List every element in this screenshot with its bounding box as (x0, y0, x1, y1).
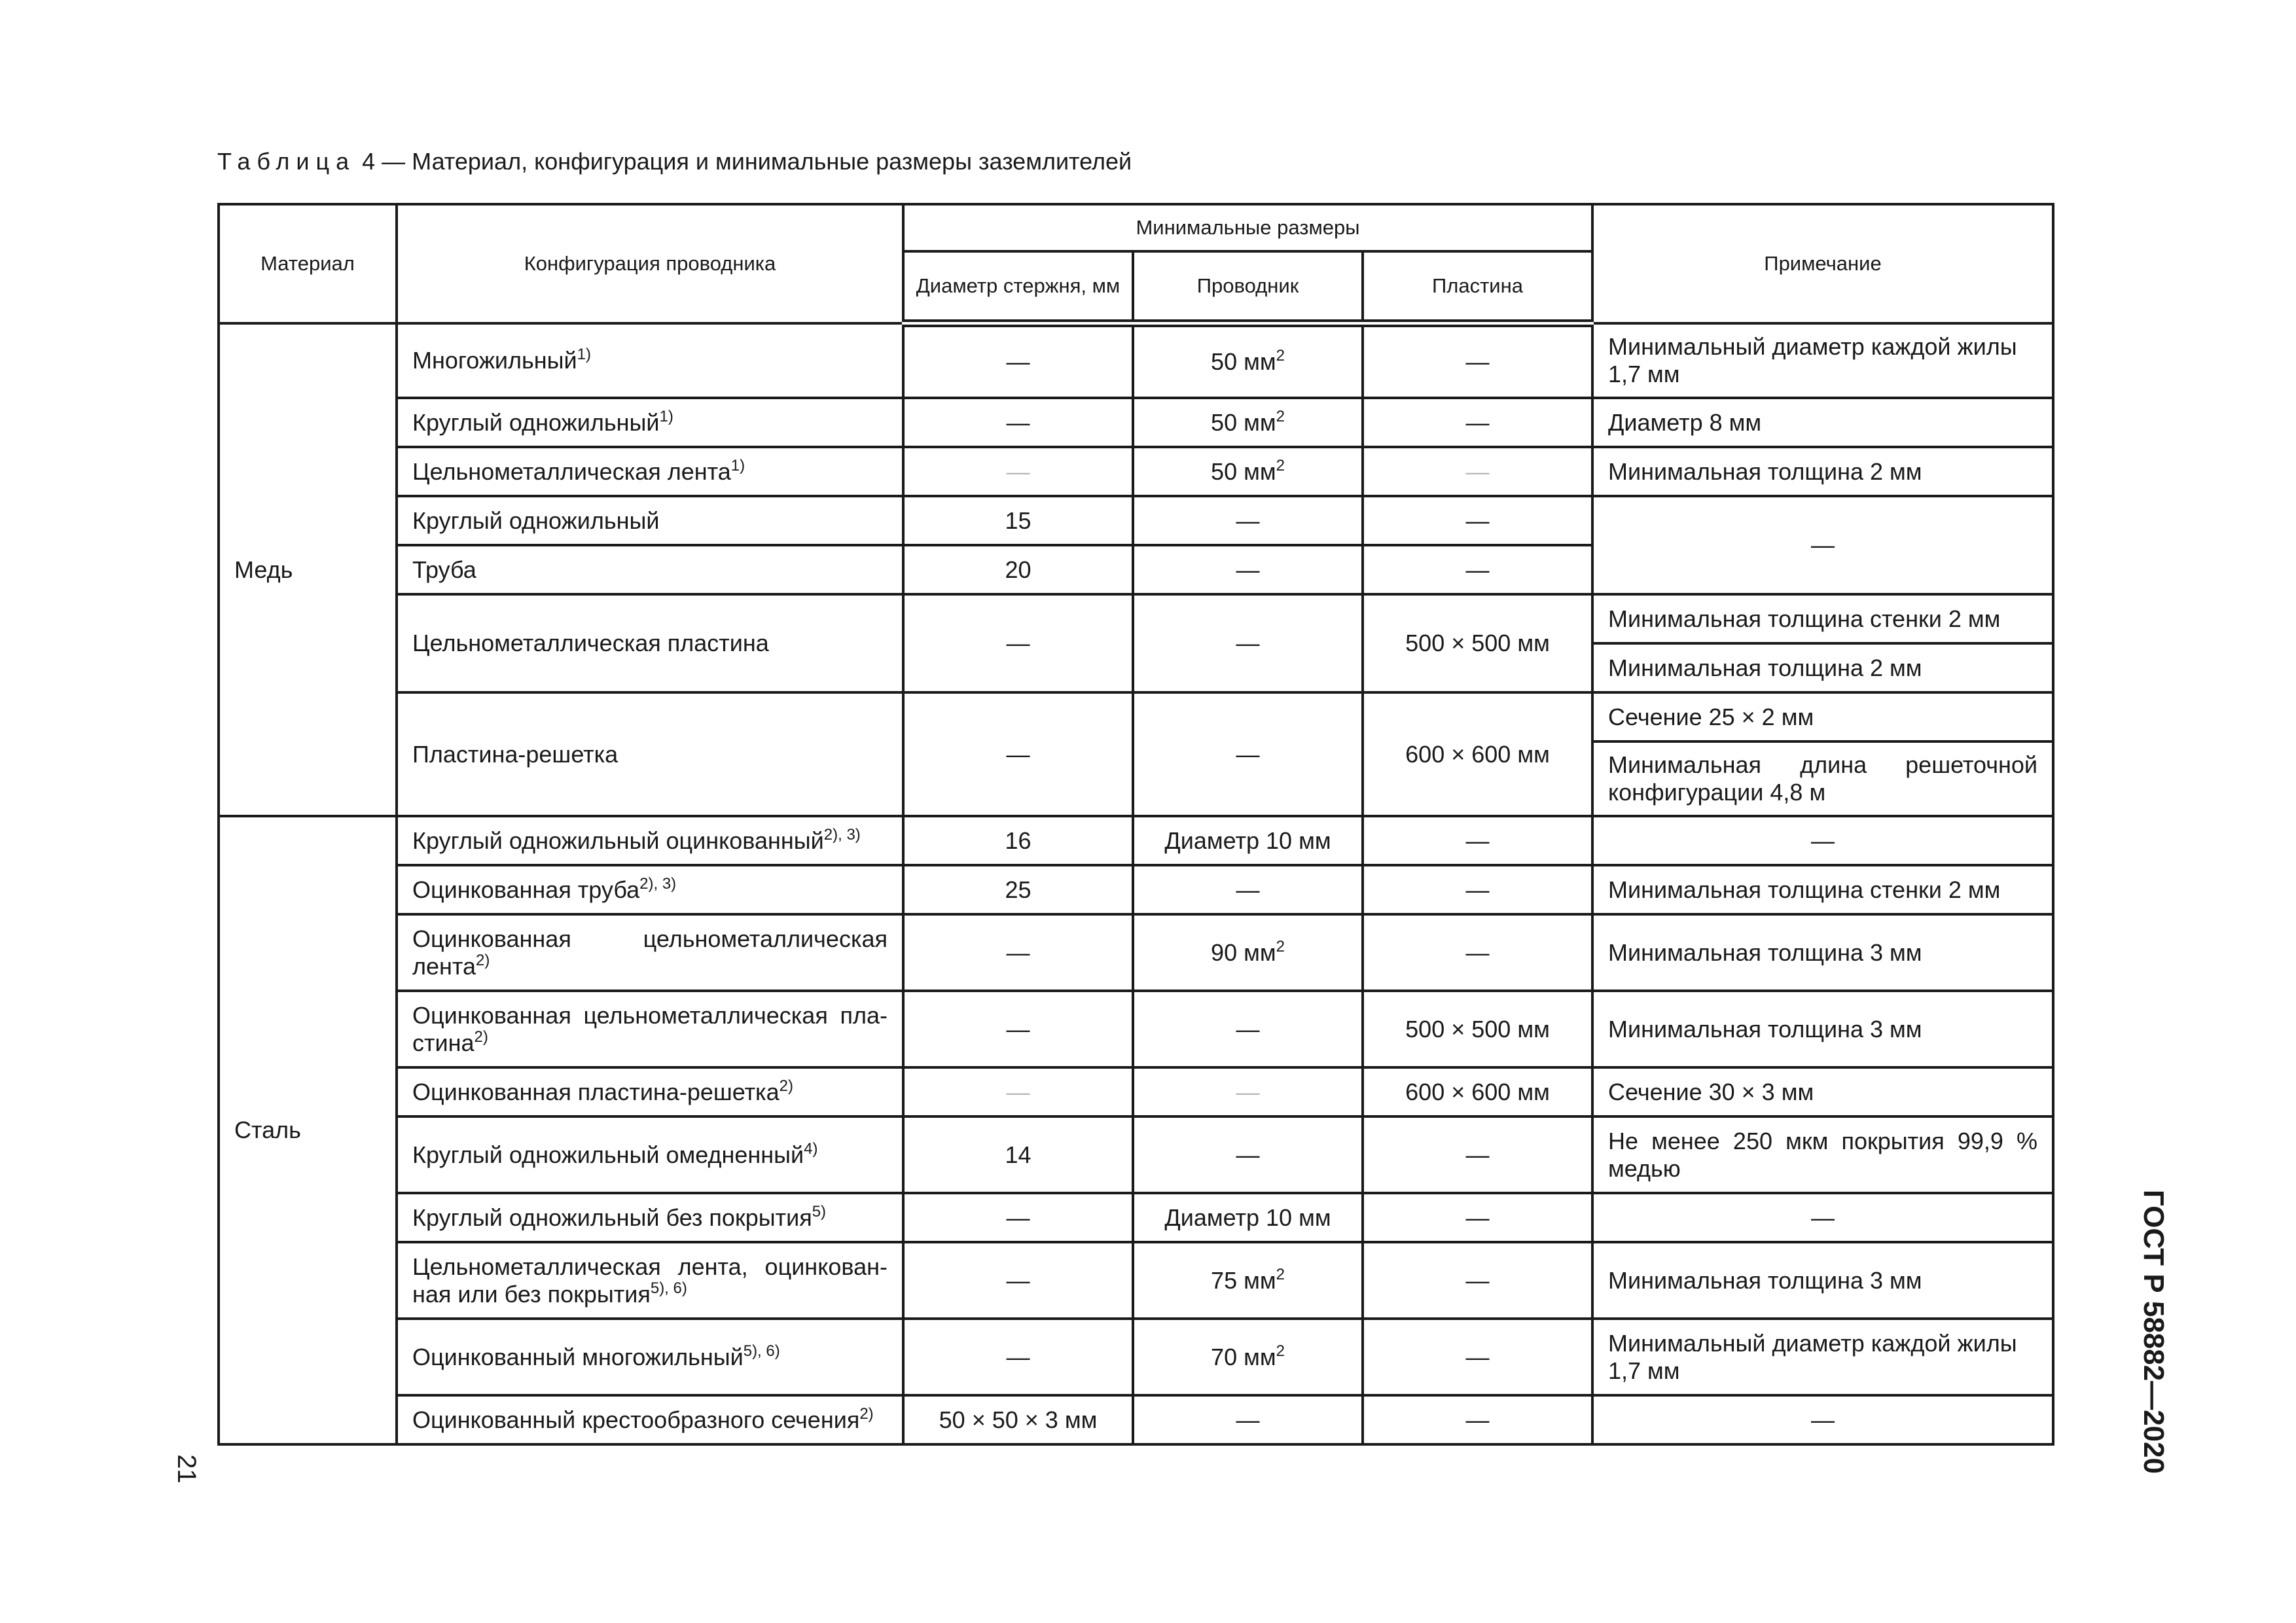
plate-cell: — (1363, 914, 1592, 991)
note-cell: Минимальный диаметр каждой жилы 1,7 мм (1592, 323, 2053, 398)
conductor-cell: 50 $мм^2$ (1133, 398, 1363, 447)
plate-cell: — (1363, 323, 1592, 398)
plate-cell: — (1363, 398, 1592, 447)
config-cell: Круглый одножильный омедненный$^{4)}$ (397, 1116, 903, 1193)
note-cell: Минимальная длина решеточной конфигурации 4,8 м (1592, 741, 2053, 816)
plate-cell: 500 × 500 мм (1363, 594, 1592, 692)
note-cell: Минимальная толщина 2 мм (1592, 643, 2053, 692)
plate-cell: — (1363, 865, 1592, 914)
conductor-cell: — (1133, 1067, 1363, 1116)
rod-cell: — (903, 323, 1133, 398)
rod-cell: — (903, 398, 1133, 447)
conductor-cell: 50 $мм^2$ (1133, 447, 1363, 496)
note-cell: Минимальная толщина 3 мм (1592, 991, 2053, 1067)
caption-prefix: Таблица (217, 148, 356, 175)
conductor-cell: — (1133, 1116, 1363, 1193)
conductor-cell: — (1133, 594, 1363, 692)
config-cell: Цельнометаллическая лента$^{1)}$ (397, 447, 903, 496)
rod-cell: 16 (903, 816, 1133, 865)
rod-cell: — (903, 447, 1133, 496)
conductor-cell: — (1133, 545, 1363, 594)
plate-cell: 600 × 600 мм (1363, 1067, 1592, 1116)
config-cell: Круглый одножильный$^{1)}$ (397, 398, 903, 447)
plate-cell: 600 × 600 мм (1363, 692, 1592, 816)
plate-cell: — (1363, 1242, 1592, 1319)
plate-cell: — (1363, 545, 1592, 594)
conductor-cell: — (1133, 865, 1363, 914)
note-cell: Минимальная толщина 2 мм (1592, 447, 2053, 496)
config-cell: Пластина-решетка (397, 692, 903, 816)
note-cell: — (1592, 496, 2053, 594)
conductor-cell: 90 $мм^2$ (1133, 914, 1363, 991)
conductor-cell: — (1133, 496, 1363, 545)
config-cell: Оцинкованная пластина-решетка$^{2)}$ (397, 1067, 903, 1116)
header-min-sizes: Минимальные размеры (903, 204, 1592, 251)
header-note: Примечание (1592, 204, 2053, 323)
rod-cell: — (903, 1067, 1133, 1116)
rod-cell: 20 (903, 545, 1133, 594)
note-cell: Минимальная толщина стенки 2 мм (1592, 594, 2053, 643)
plate-cell: — (1363, 447, 1592, 496)
config-cell: Труба (397, 545, 903, 594)
header-configuration: Конфигурация проводника (397, 204, 903, 323)
rod-cell: — (903, 1193, 1133, 1242)
conductor-cell: Диаметр 10 мм (1133, 1193, 1363, 1242)
config-cell: Круглый одножильный оцинкованный$^{2), 3)}$ (397, 816, 903, 865)
conductor-cell: 75 $мм^2$ (1133, 1242, 1363, 1319)
plate-cell: — (1363, 1319, 1592, 1395)
note-cell: Сечение 30 × 3 мм (1592, 1067, 2053, 1116)
rod-cell: 50 × 50 × 3 мм (903, 1395, 1133, 1444)
plate-cell: — (1363, 1116, 1592, 1193)
material-copper: Медь (219, 323, 397, 816)
rod-cell: — (903, 1242, 1133, 1319)
config-cell: Цельнометаллическая лента, оцинкованная или без покрытия$^{5), 6)}$ (397, 1242, 903, 1319)
caption-text: 4 — Материал, конфигурация и минимальные размеры заземлителей (355, 148, 1132, 175)
plate-cell: 500 × 500 мм (1363, 991, 1592, 1067)
rod-cell: — (903, 991, 1133, 1067)
note-cell: — (1592, 816, 2053, 865)
plate-cell: — (1363, 816, 1592, 865)
config-cell: Оцинкованная труба$^{2), 3)}$ (397, 865, 903, 914)
note-cell: Минимальная толщина стенки 2 мм (1592, 865, 2053, 914)
plate-cell: — (1363, 1193, 1592, 1242)
conductor-cell: 50 $мм^2$ (1133, 323, 1363, 398)
table-caption (217, 148, 1132, 175)
config-cell: Оцинкованный крестообразного сечения$^{2)}$ (397, 1395, 903, 1444)
material-steel: Сталь (219, 816, 397, 1444)
conductor-cell: — (1133, 1395, 1363, 1444)
conductor-cell: — (1133, 991, 1363, 1067)
header-rod-diameter: Диаметр стержня, мм (903, 251, 1133, 323)
conductor-cell: — (1133, 692, 1363, 816)
page-number: 21 (171, 1454, 201, 1484)
note-cell: — (1592, 1193, 2053, 1242)
conductor-cell: 70 $мм^2$ (1133, 1319, 1363, 1395)
note-cell: — (1592, 1395, 2053, 1444)
config-cell: Круглый одножильный (397, 496, 903, 545)
rod-cell: — (903, 594, 1133, 692)
rod-cell: 15 (903, 496, 1133, 545)
config-cell: Оцинкованный многожильный$^{5), 6)}$ (397, 1319, 903, 1395)
note-cell: Минимальная толщина 3 мм (1592, 1242, 2053, 1319)
header-material: Материал (219, 204, 397, 323)
config-cell: Многожильный$^{1)}$ (397, 323, 903, 398)
rod-cell: — (903, 1319, 1133, 1395)
note-cell: Не менее 250 мкм покрытия 99,9 % медью (1592, 1116, 2053, 1193)
rod-cell: — (903, 914, 1133, 991)
header-conductor: Проводник (1133, 251, 1363, 323)
note-cell: Сечение 25 × 2 мм (1592, 692, 2053, 741)
rod-cell: 25 (903, 865, 1133, 914)
config-cell: Цельнометаллическая пластина (397, 594, 903, 692)
config-cell: Оцинкованная цельнометаллическая лента$^{2)}$ (397, 914, 903, 991)
config-cell: Оцинкованная цельнометаллическая пластина$^{2)}$ (397, 991, 903, 1067)
header-plate: Пластина (1363, 251, 1592, 323)
conductor-cell: Диаметр 10 мм (1133, 816, 1363, 865)
plate-cell: — (1363, 496, 1592, 545)
note-cell: Минимальная толщина 3 мм (1592, 914, 2053, 991)
plate-cell: — (1363, 1395, 1592, 1444)
config-cell: Круглый одножильный без покрытия$^{5)}$ (397, 1193, 903, 1242)
rod-cell: 14 (903, 1116, 1133, 1193)
grounding-electrodes-table (217, 203, 2054, 1446)
note-cell: Диаметр 8 мм (1592, 398, 2053, 447)
standard-id: ГОСТ Р 58882—2020 (2138, 1189, 2170, 1474)
note-cell: Минимальный диаметр каждой жилы 1,7 мм (1592, 1319, 2053, 1395)
rod-cell: — (903, 692, 1133, 816)
